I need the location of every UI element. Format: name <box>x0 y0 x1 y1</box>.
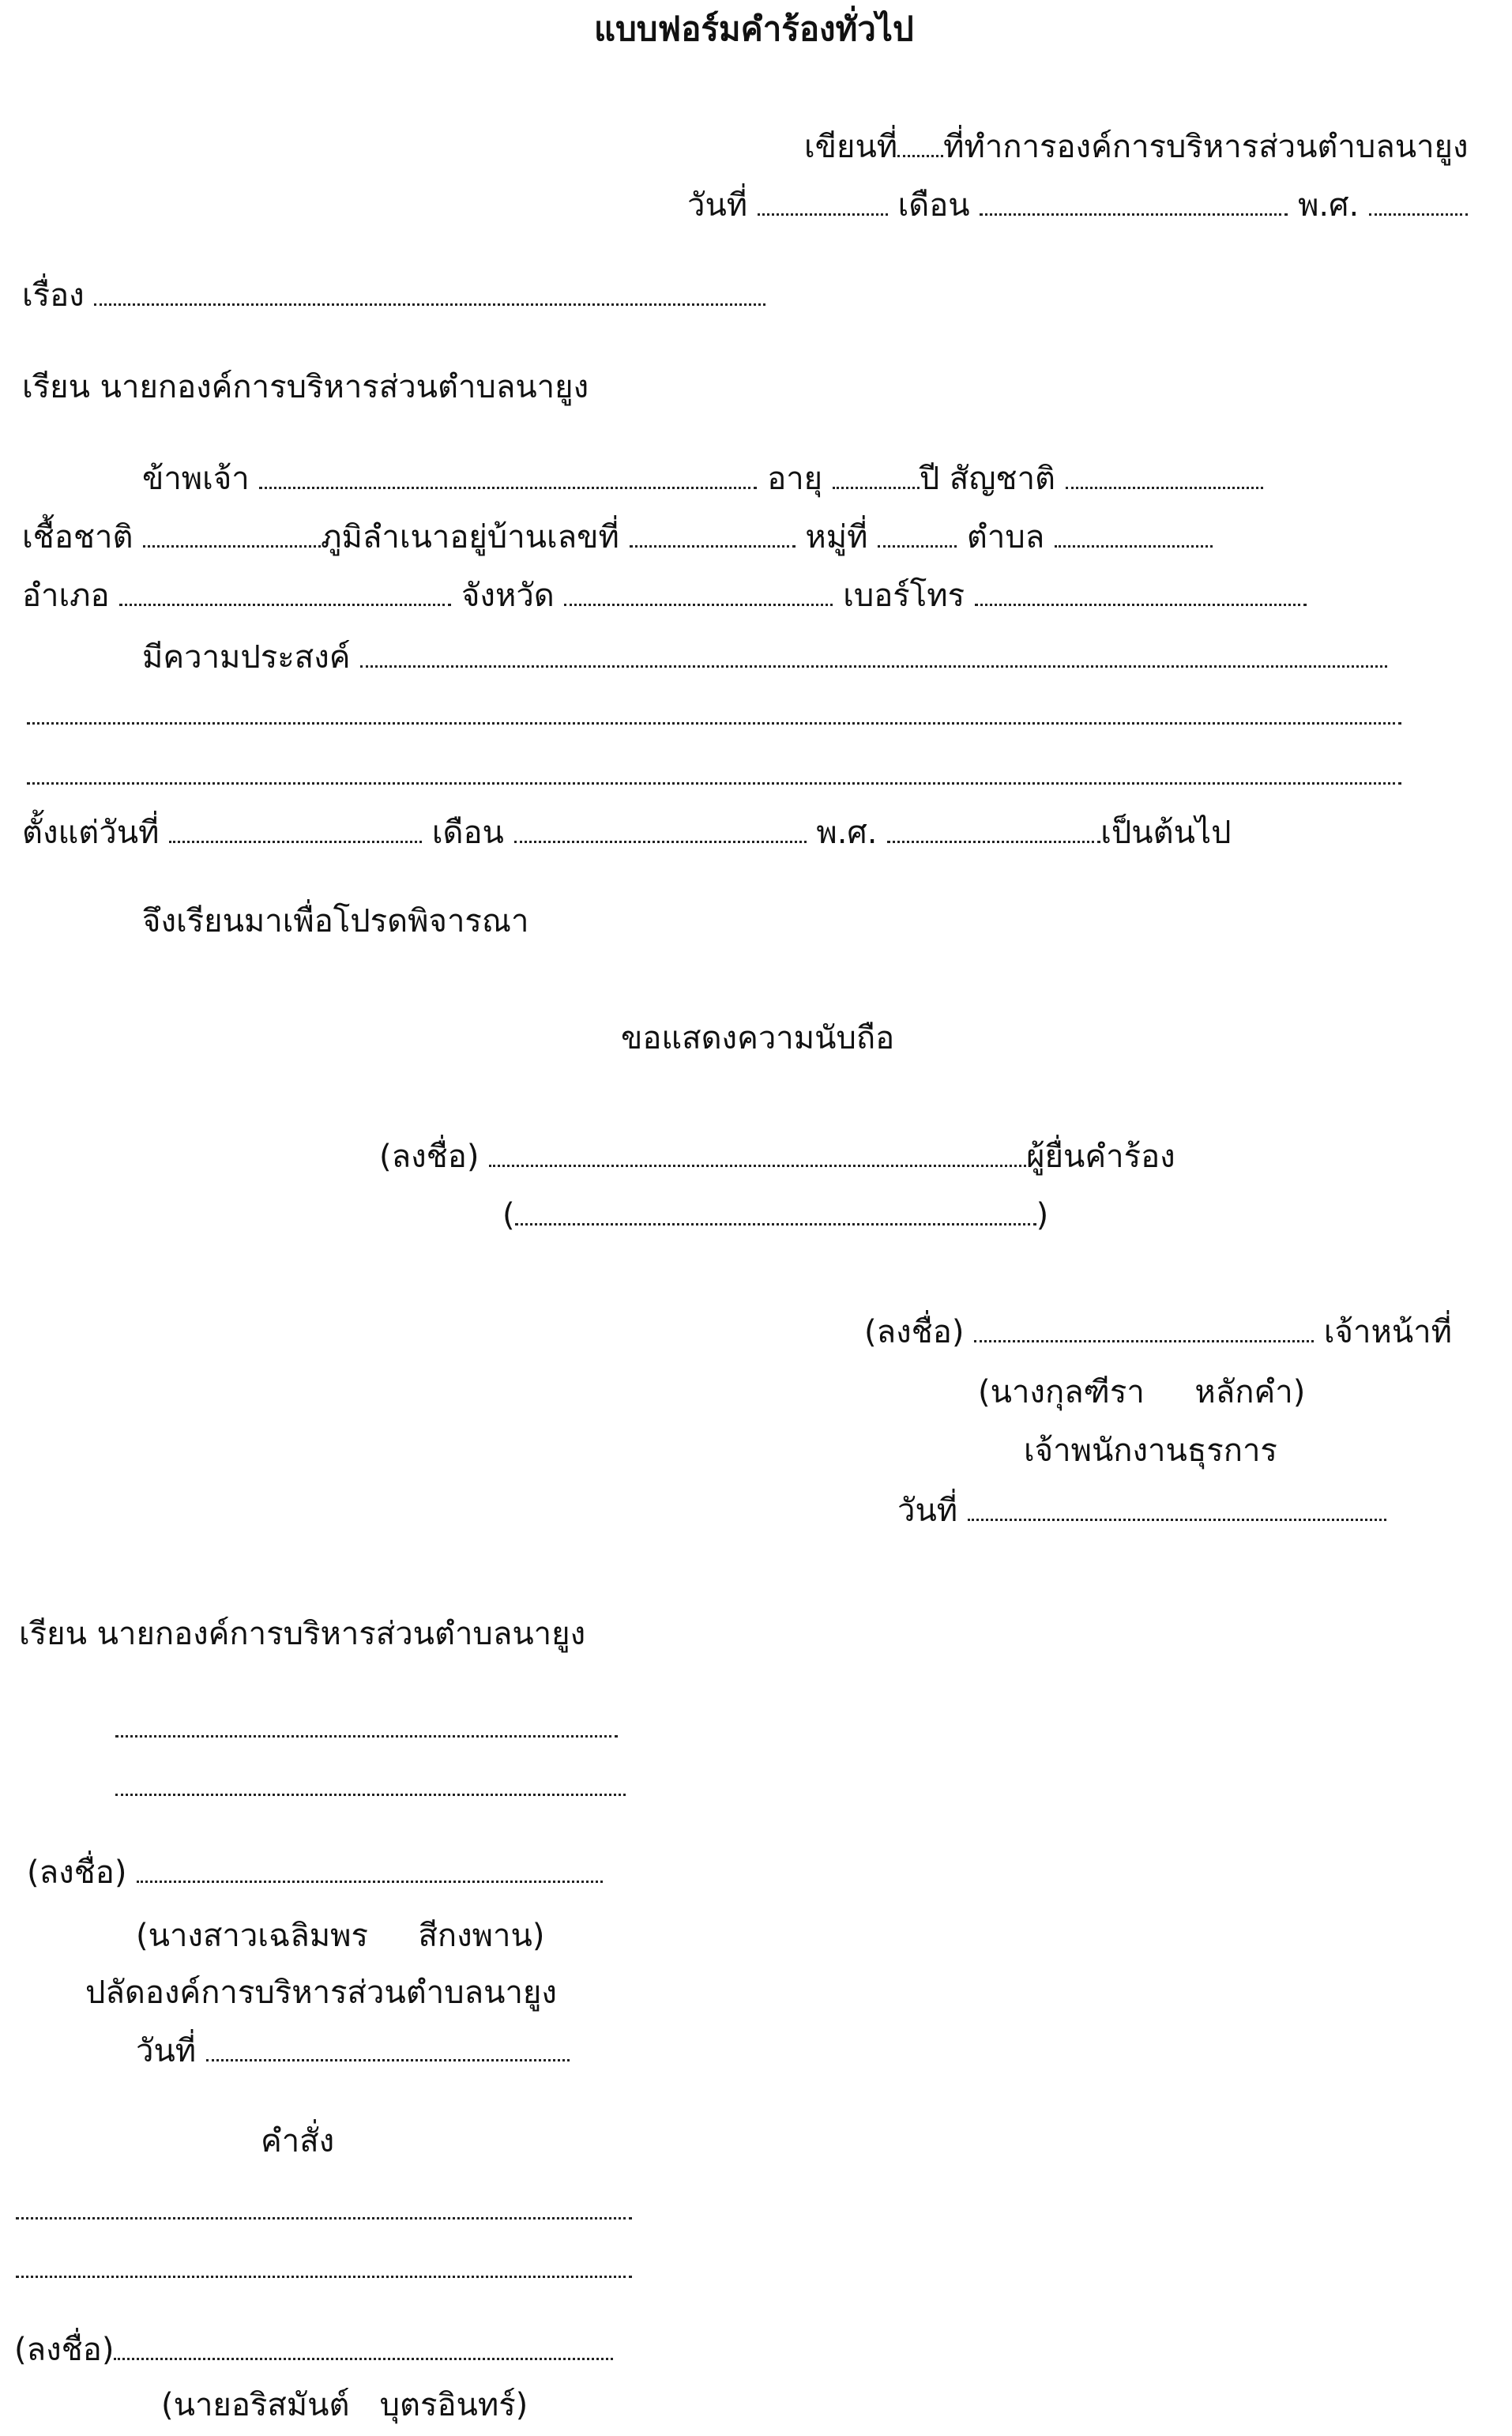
ethnicity-label: เชื้อชาติ <box>22 519 134 555</box>
purpose-line-2 <box>27 695 1401 733</box>
comment-field-1[interactable] <box>115 1724 618 1738</box>
header-month-label: เดือน <box>897 187 970 224</box>
applicant-sign-label: (ลงชื่อ) <box>379 1139 480 1175</box>
purpose-label: มีความประสงค์ <box>142 639 351 676</box>
closing-text: จึงเรียนมาเพื่อโปรดพิจารณา <box>142 903 529 939</box>
province-label: จังหวัด <box>461 578 555 614</box>
applicant-signature-line <box>379 1138 1175 1176</box>
moo-field[interactable] <box>878 534 957 548</box>
header-date-field[interactable] <box>758 202 888 216</box>
from-month-field[interactable] <box>514 830 807 843</box>
subject-line <box>22 277 765 314</box>
open-paren: ( <box>502 1197 515 1233</box>
header-month-field[interactable] <box>980 202 1288 216</box>
nationality-label: ปี สัญชาติ <box>919 461 1056 497</box>
phone-label: เบอร์โทร <box>843 578 965 614</box>
applicant-name-label: ข้าพเจ้า <box>142 461 250 497</box>
tambon-label: ตำบล <box>966 519 1045 555</box>
deputy-name: (นางสาวเฉลิมพร สีกงพาน) <box>136 1918 545 1954</box>
from-month-label: เดือน <box>431 815 504 851</box>
age-label: อายุ <box>767 461 823 497</box>
deputy-signature-line <box>27 1854 603 1892</box>
officer-role: เจ้าหน้าที่ <box>1323 1314 1452 1350</box>
officer-date-field[interactable] <box>968 1508 1386 1521</box>
from-date-field[interactable] <box>169 830 422 843</box>
deputy-signature-field[interactable] <box>137 1869 603 1883</box>
ethnicity-field[interactable] <box>143 534 321 548</box>
nationality-field[interactable] <box>1066 476 1263 489</box>
purpose-field-3[interactable] <box>27 771 1401 785</box>
written-at-label: เขียนที่ <box>804 129 898 165</box>
moo-label: หมู่ที่ <box>805 519 868 555</box>
officer-sign-label: (ลงชื่อ) <box>864 1314 965 1350</box>
written-at-dots <box>897 144 943 157</box>
deputy-position: ปลัดองค์การบริหารส่วนตำบลนายูง <box>85 1975 557 2011</box>
order-field-2[interactable] <box>16 2265 632 2278</box>
header-date-line <box>687 186 1468 224</box>
amphoe-field[interactable] <box>119 593 451 606</box>
officer-signature-field[interactable] <box>974 1329 1314 1342</box>
order-label: คำสั่ง <box>261 2123 335 2159</box>
applicant-line-2 <box>22 518 1213 556</box>
phone-field[interactable] <box>975 593 1307 606</box>
address-label: ภูมิลำเนาอยู่บ้านเลขที่ <box>321 519 619 555</box>
applicant-line-1 <box>142 460 1263 498</box>
from-year-label: พ.ศ. <box>816 815 878 851</box>
officer-date-line <box>897 1492 1386 1530</box>
officer-position: เจ้าพนักงานธุรการ <box>1024 1433 1277 1469</box>
from-date-label: ตั้งแต่วันที่ <box>22 815 160 851</box>
age-field[interactable] <box>833 476 920 489</box>
mayor-signature-field[interactable] <box>114 2347 613 2360</box>
amphoe-label: อำเภอ <box>22 578 110 614</box>
form-title: แบบฟอร์มคำร้องทั่วไป <box>594 9 914 48</box>
purpose-field-2[interactable] <box>27 711 1401 725</box>
deputy-date-line <box>136 2032 570 2070</box>
applicant-signature-field[interactable] <box>489 1154 1026 1167</box>
deputy-sign-label: (ลงชื่อ) <box>27 1854 127 1891</box>
from-date-line <box>22 814 1231 852</box>
mayor-signature-line <box>14 2331 613 2369</box>
applicant-line-3 <box>22 577 1307 615</box>
purpose-field-1[interactable] <box>360 654 1387 668</box>
header-year-label: พ.ศ. <box>1298 187 1360 224</box>
applicant-name-field[interactable] <box>259 476 757 489</box>
close-paren: ) <box>1036 1197 1049 1233</box>
written-at-line <box>804 128 1469 166</box>
mayor-name: (นายอริสมันต์ บุตรอินทร์) <box>161 2387 528 2423</box>
written-at-value: ที่ทำการองค์การบริหารส่วนตำบลนายูง <box>943 129 1469 165</box>
order-line-1 <box>16 2190 632 2228</box>
officer-name: (นางกุลฑีรา หลักคำ) <box>978 1374 1306 1410</box>
comment-line-1 <box>115 1708 618 1746</box>
onward-label: เป็นต้นไป <box>1100 815 1232 851</box>
subject-field[interactable] <box>94 292 765 306</box>
tambon-field[interactable] <box>1055 534 1213 548</box>
deputy-date-label: วันที่ <box>136 2033 197 2069</box>
purpose-line-3 <box>27 755 1401 793</box>
house-number-field[interactable] <box>630 534 795 548</box>
applicant-name-paren-line <box>502 1196 1048 1234</box>
comment-field-2[interactable] <box>115 1783 626 1796</box>
comment-line-2 <box>115 1767 626 1805</box>
second-salutation: เรียน นายกองค์การบริหารส่วนตำบลนายูง <box>19 1616 586 1652</box>
order-line-2 <box>16 2249 632 2287</box>
from-year-field[interactable] <box>887 830 1100 843</box>
officer-date-label: วันที่ <box>897 1493 958 1529</box>
province-field[interactable] <box>564 593 833 606</box>
header-date-label: วันที่ <box>687 187 748 224</box>
applicant-role: ผู้ยื่นคำร้อง <box>1026 1139 1175 1175</box>
order-field-1[interactable] <box>16 2206 632 2220</box>
applicant-printed-name-field[interactable] <box>515 1212 1036 1226</box>
officer-signature-line <box>864 1313 1452 1351</box>
purpose-line <box>142 638 1387 676</box>
header-year-field[interactable] <box>1369 202 1468 216</box>
deputy-date-field[interactable] <box>206 2048 570 2061</box>
mayor-sign-label: (ลงชื่อ) <box>14 2332 115 2368</box>
subject-label: เรื่อง <box>22 277 85 314</box>
salutation: เรียน นายกองค์การบริหารส่วนตำบลนายูง <box>22 369 589 405</box>
regards-text: ขอแสดงความนับถือ <box>621 1020 895 1056</box>
